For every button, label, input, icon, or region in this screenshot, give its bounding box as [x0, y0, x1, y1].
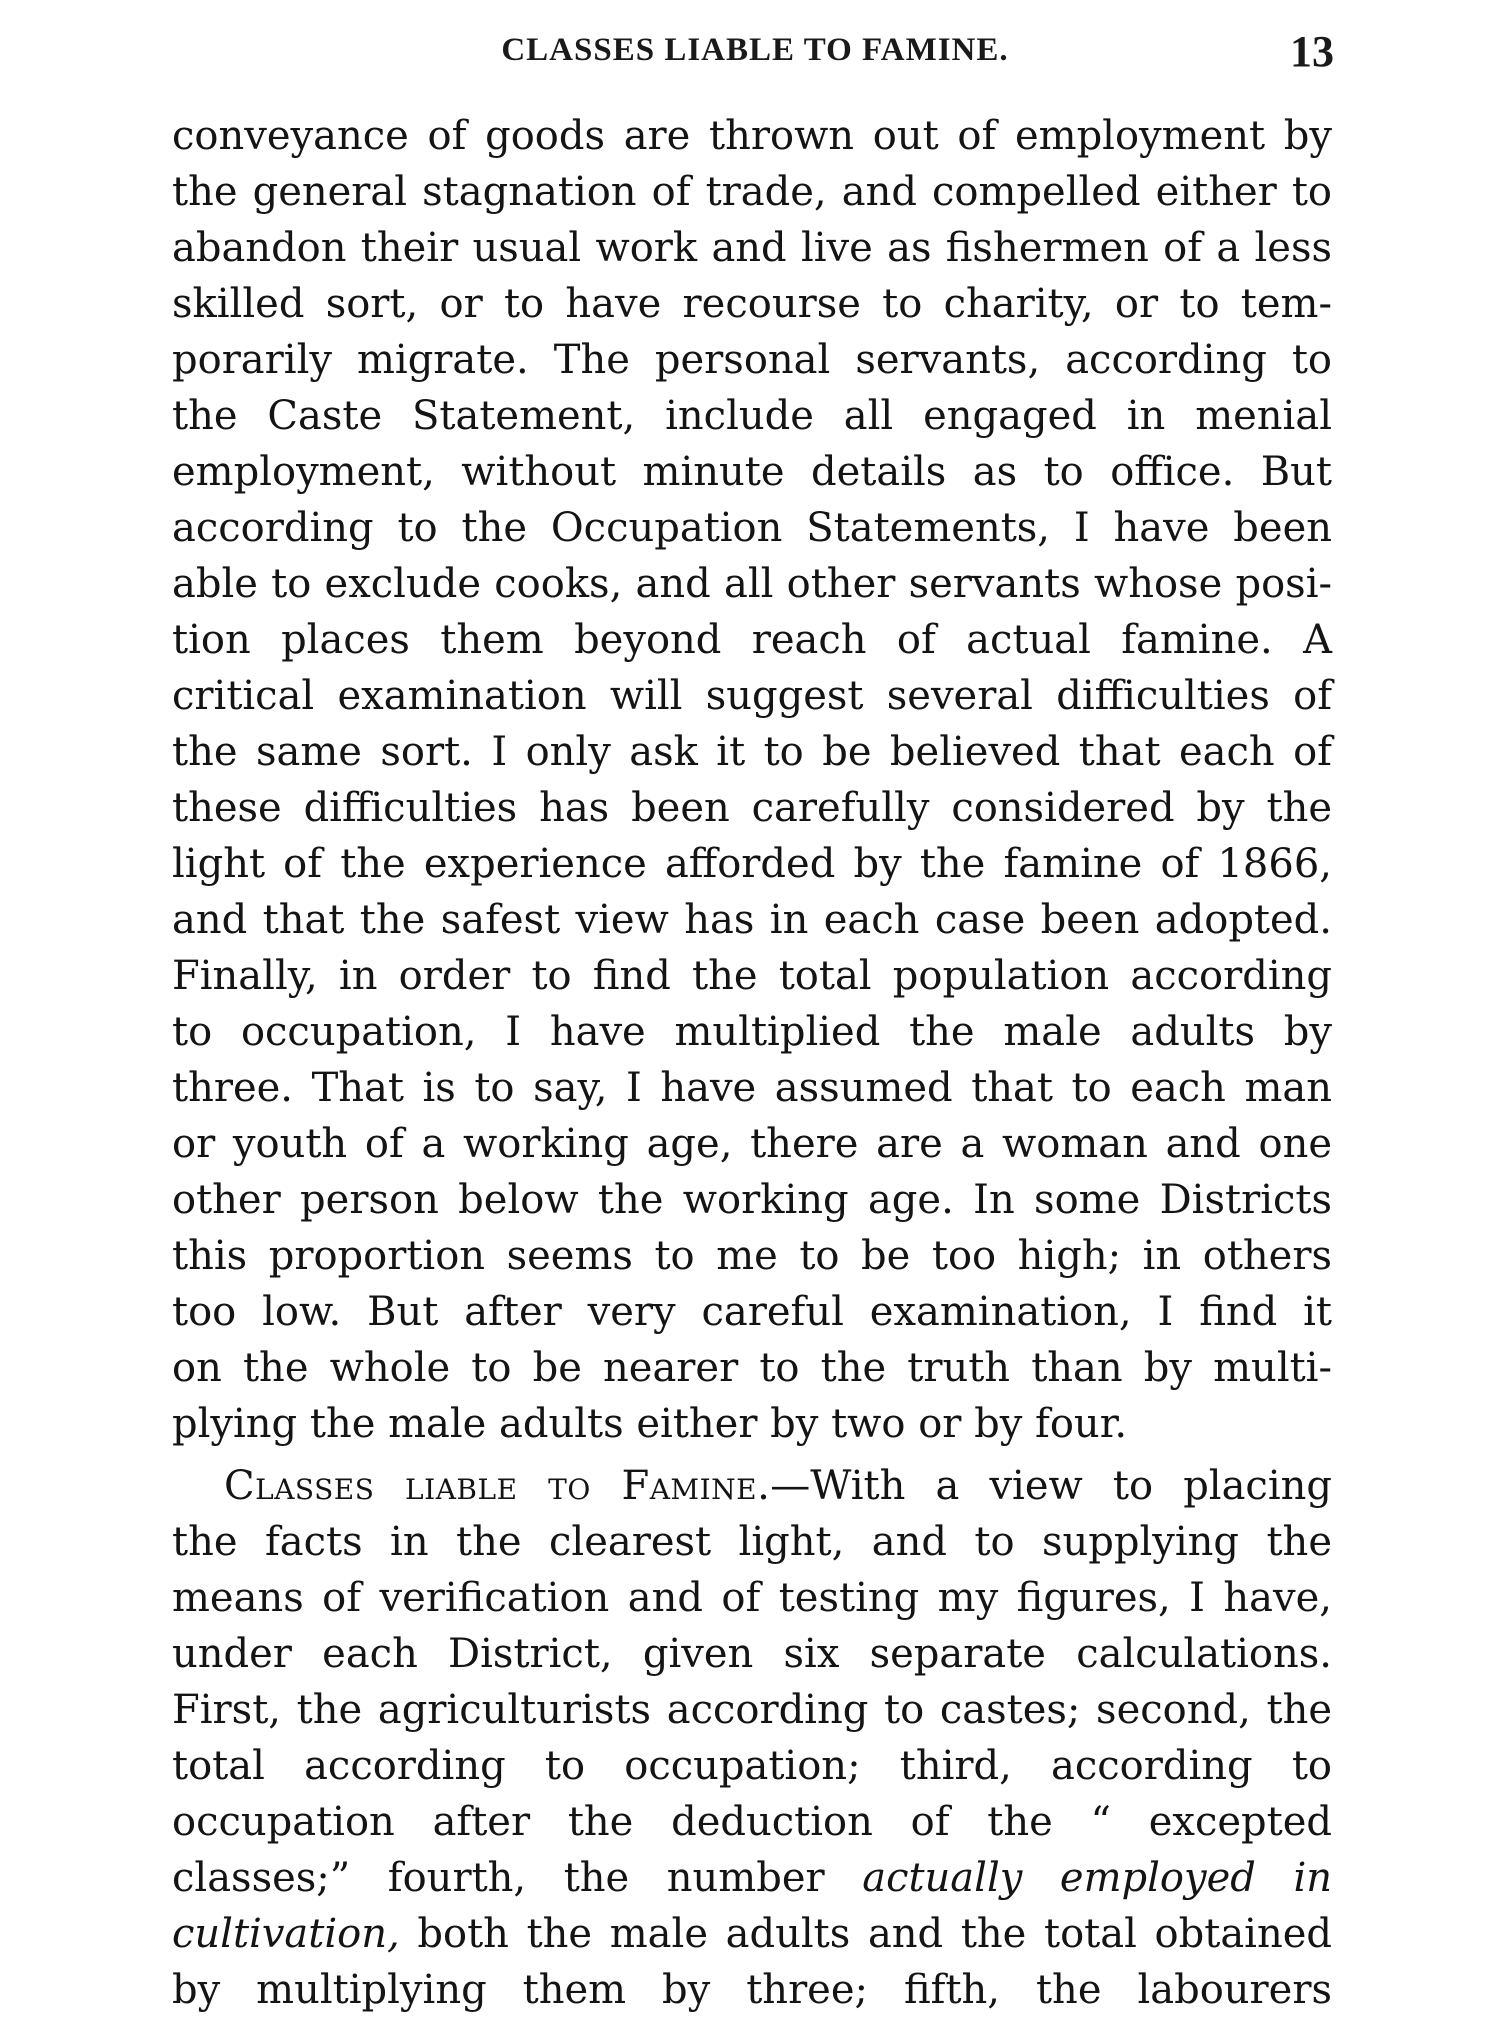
text-run: both the male adults and the total obtained [399, 1911, 1332, 1957]
heading-continuation: —With a view to placing [770, 1463, 1332, 1509]
text-line [172, 1850, 1332, 1906]
text-line: tion places them beyond reach of actual famine. A [172, 617, 1332, 663]
text-line: able to exclude cooks, and all other servants whose posi- [172, 561, 1332, 607]
text-line: abandon their usual work and live as fishermen of a less [172, 225, 1332, 271]
text-line: skilled sort, or to have recourse to charity, or to tem- [172, 281, 1332, 327]
text-line: occupation after the deduction of the “ excepted [172, 1799, 1332, 1845]
text-line: and that the safest view has in each case been adopted. [172, 897, 1332, 943]
text-line: other person below the working age. In some Districts [172, 1177, 1332, 1223]
text-line: the same sort. I only ask it to be believed that each of [172, 729, 1332, 775]
text-line: this proportion seems to me to be too high; in others [172, 1233, 1332, 1279]
italic-run: actually employed in [862, 1855, 1333, 1901]
section-heading: Classes liable to Famine. [224, 1463, 771, 1509]
text-line: by multiplying them by three; fifth, the labourers [172, 1967, 1332, 2013]
text-line: to occupation, I have multiplied the male adults by [172, 1009, 1332, 1055]
text-line: or youth of a working age, there are a woman and one [172, 1121, 1332, 1167]
page-number: 13 [1290, 27, 1334, 76]
text-line: these difficulties has been carefully considered by the [172, 785, 1332, 831]
text-line: the facts in the clearest light, and to supplying the [172, 1519, 1332, 1565]
text-line: porarily migrate. The personal servants, according to [172, 337, 1332, 383]
text-line: conveyance of goods are thrown out of employment by [172, 113, 1332, 159]
running-title: CLASSES LIABLE TO FAMINE. [501, 32, 1009, 68]
text-line: total according to occupation; third, according to [172, 1743, 1332, 1789]
text-line: means of verification and of testing my figures, I have, [172, 1575, 1332, 1621]
text-line [172, 1458, 1332, 1514]
text-line: the general stagnation of trade, and compelled either to [172, 169, 1332, 215]
text-line: too low. But after very careful examination, I find it [172, 1289, 1332, 1335]
text-line [172, 1906, 1332, 1962]
text-line: First, the agriculturists according to castes; second, the [172, 1687, 1332, 1733]
text-line: critical examination will suggest several difficulties of [172, 673, 1332, 719]
text-line: the Caste Statement, include all engaged in menial [172, 393, 1332, 439]
running-head [176, 22, 1334, 82]
text-line: light of the experience afforded by the famine of 1866, [172, 841, 1332, 887]
paragraph-1 [172, 108, 1332, 1452]
text-line: on the whole to be nearer to the truth than by multi- [172, 1345, 1332, 1391]
text-line: plying the male adults either by two or by four. [172, 1401, 1128, 1447]
italic-run: cultivation, [172, 1911, 400, 1957]
text-line: according to the Occupation Statements, I have been [172, 505, 1332, 551]
text-line: three. That is to say, I have assumed that to each man [172, 1065, 1332, 1111]
paragraph-2 [172, 1458, 1332, 2018]
text-run: classes;” fourth, the number [172, 1855, 863, 1901]
text-line: employment, without minute details as to office. But [172, 449, 1332, 495]
text-line: under each District, given six separate calculations. [172, 1631, 1332, 1677]
text-line: Finally, in order to find the total population according [172, 953, 1332, 999]
body-text [172, 108, 1332, 2018]
